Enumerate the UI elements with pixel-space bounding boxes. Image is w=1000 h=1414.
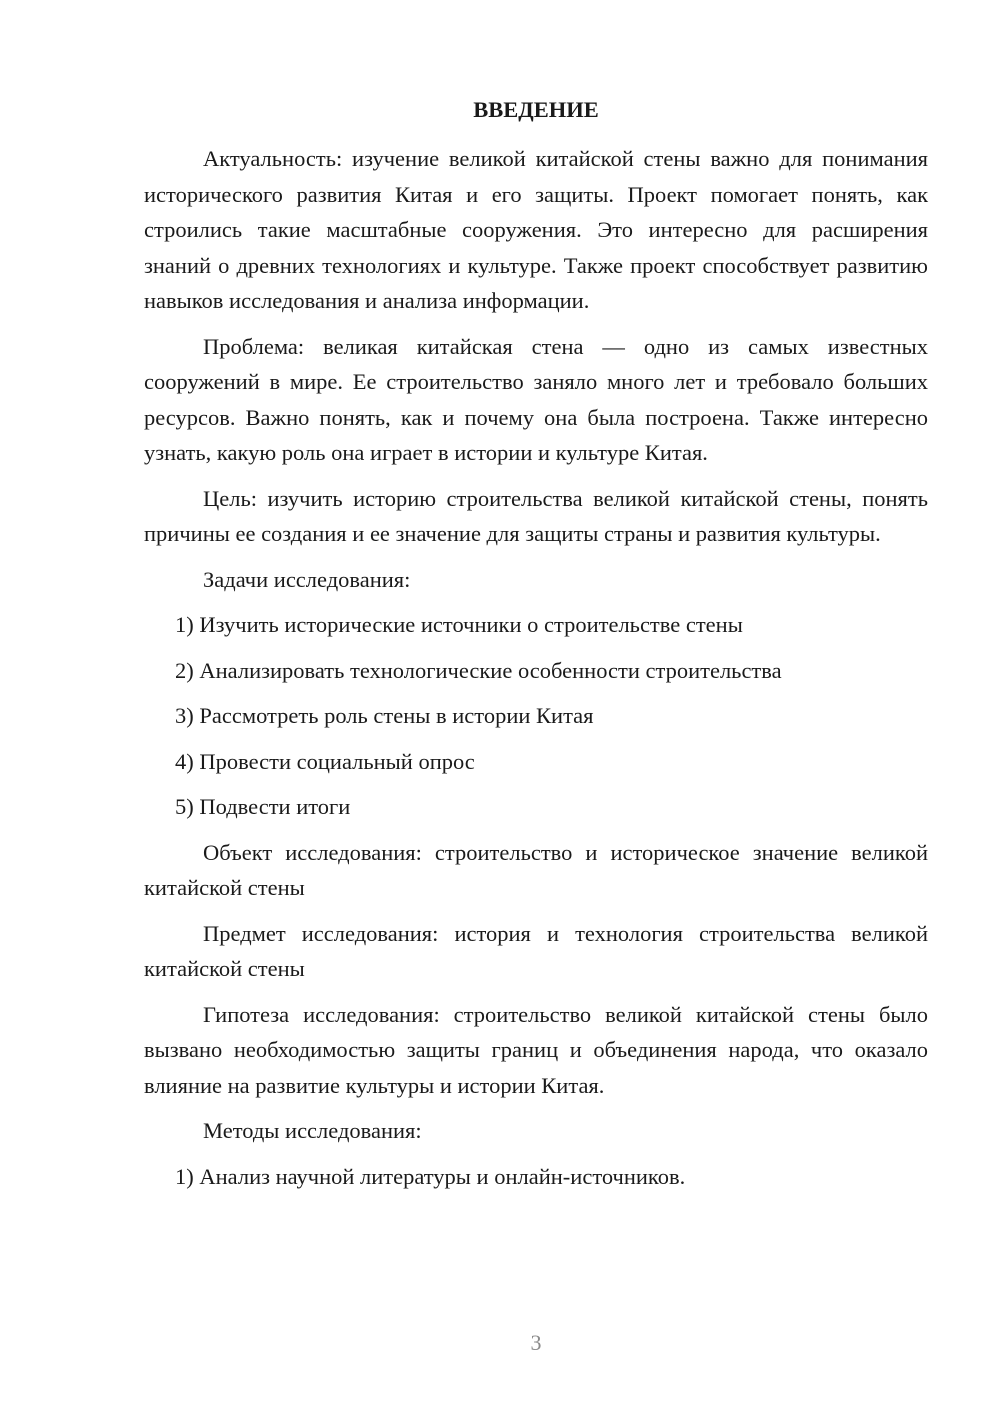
hypothesis-paragraph: Гипотеза исследования: строительство великой китайской стены было вызвано необходимостью защиты границ и объединения народа, что оказало влияние на развитие культуры и истории Китая. (144, 1001, 928, 1098)
methods-title: Методы исследования: (203, 1118, 422, 1143)
object-paragraph: Объект исследования: строительство и историческое значение великой китайской стены (144, 839, 928, 900)
task-item: 4) Провести социальный опрос (175, 748, 475, 774)
task-item: 3) Рассмотреть роль стены в истории Китая (175, 703, 594, 728)
subject-paragraph: Предмет исследования: история и технология строительства великой китайской стены (144, 920, 928, 981)
section-heading: ВВЕДЕНИЕ (473, 97, 599, 122)
task-item: 2) Анализировать технологические особенности строительства (175, 657, 782, 683)
page-number: 3 (530, 1330, 542, 1355)
goal-paragraph: Цель: изучить историю строительства великой китайской стены, понять причины ее создания и ее значение для защиты страны и развития культуры. (144, 485, 928, 546)
task-item: 5) Подвести итоги (175, 794, 351, 819)
methods-list (144, 1159, 928, 1195)
relevance-paragraph: Актуальность: изучение великой китайской стены важно для понимания исторического развития Китая и его защиты. Проект помогает понять, как строились такие масштабные сооружения. Это интересно для расширения знаний о древних технологиях и культуре. Также проект способствует развитию навыков исследования и анализа информации. (144, 146, 928, 313)
document-body (144, 141, 928, 1204)
method-item: 1) Анализ научной литературы и онлайн-источников. (175, 1163, 686, 1189)
problem-paragraph: Проблема: великая китайская стена — одно из самых известных сооружений в мире. Ее строительство заняло много лет и требовало больших ресурсов. Важно понять, как и почему она была построена. Также интересно узнать, какую роль она играет в истории и культуре Китая. (144, 333, 928, 465)
task-item: 1) Изучить исторические источники о строительстве стены (175, 612, 743, 637)
tasks-list (144, 607, 928, 825)
tasks-title: Задачи исследования: (203, 566, 411, 592)
